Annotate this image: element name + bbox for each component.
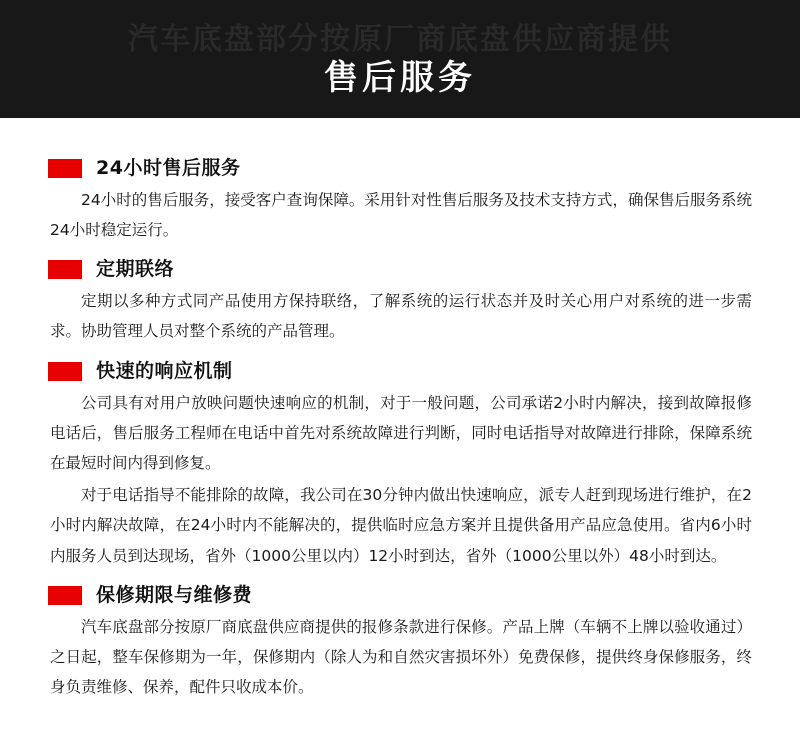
content-area xyxy=(0,118,800,702)
section-paragraph: 公司具有对用户放映问题快速响应的机制，对于一般问题，公司承诺2小时内解决，接到故障报修电话后，售后服务工程师在电话中首先对系统故障进行判断，同时电话指导对故障进行排除，保障系统在最短时间内得到修复。 xyxy=(50,393,752,472)
section-title: 保修期限与维修费 xyxy=(96,583,253,606)
red-square-bullet-icon xyxy=(48,260,82,279)
red-square-bullet-icon xyxy=(48,362,82,381)
page-banner xyxy=(0,0,800,118)
section-paragraph: 24小时的售后服务，接受客户查询保障。采用针对性售后服务及技术支持方式，确保售后服务系统24小时稳定运行。 xyxy=(50,190,752,240)
section-regular-contact xyxy=(42,259,758,346)
section-paragraph: 定期以多种方式同产品使用方保持联络，了解系统的运行状态并及时关心用户对系统的进一步需求。协助管理人员对整个系统的产品管理。 xyxy=(50,292,752,341)
section-title: 24小时售后服务 xyxy=(96,157,241,179)
section-heading xyxy=(42,361,758,382)
section-rapid-response xyxy=(42,361,758,571)
banner-watermark-text: 汽车底盘部分按原厂商底盘供应商提供 xyxy=(128,22,672,57)
section-paragraph: 汽车底盘部分按原厂商底盘供应商提供的报修条款进行保修。产品上牌（车辆不上牌以验收通过）之日起，整车保修期为一年，保修期内（除人为和自然灾害损坏外）免费保修，提供终身保修服务，终身负责维修、保养，配件只收成本价。 xyxy=(50,617,752,697)
section-title: 快速的响应机制 xyxy=(96,359,233,382)
section-paragraph: 对于电话指导不能排除的故障，我公司在30分钟内做出快速响应，派专人赶到现场进行维护，在2小时内解决故障，在24小时内不能解决的，提供临时应急方案并且提供备用产品应急使用。省内6小时内服务人员到达现场，省外（1000公里以内）12小时到达，省外（1000公里以外）48小时到达。 xyxy=(50,486,752,565)
section-title: 定期联络 xyxy=(96,258,175,281)
section-heading xyxy=(42,259,758,280)
red-square-bullet-icon xyxy=(48,159,82,178)
section-heading xyxy=(42,585,758,606)
page-title: 售后服务 xyxy=(324,58,476,98)
section-warranty-period xyxy=(42,585,758,703)
red-square-bullet-icon xyxy=(48,586,82,605)
section-after-sales-24h xyxy=(42,158,758,245)
section-heading xyxy=(42,158,758,179)
